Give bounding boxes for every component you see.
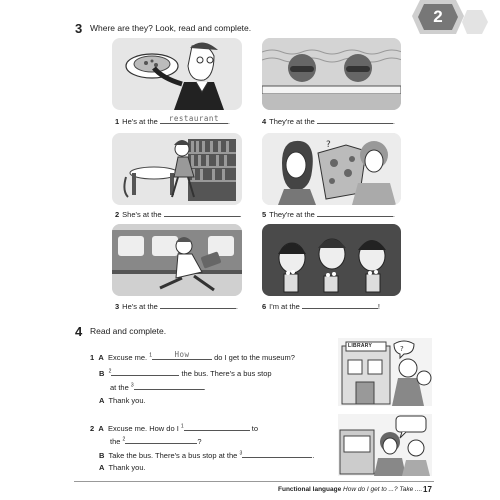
dialogue-text: the bus. There's a bus stop <box>181 369 272 378</box>
gap-number: 3 <box>239 450 243 457</box>
dialogue-1-line-4 <box>99 396 146 405</box>
answer-field[interactable] <box>317 208 393 217</box>
dialogue-text: to <box>251 424 259 433</box>
dialogue-2-line-4 <box>99 463 146 472</box>
item-number: 2 <box>115 210 120 219</box>
speaker: A <box>98 424 104 433</box>
dialogue-number: 1 <box>90 353 95 362</box>
item-number: 1 <box>115 117 120 126</box>
speaker: B <box>99 451 105 460</box>
item-text: They're at the <box>269 117 315 126</box>
item-text: She's at the <box>122 210 162 219</box>
item-number: 6 <box>262 302 267 311</box>
gap-answer: How <box>174 350 190 359</box>
punctuation: . <box>392 117 395 126</box>
exercise-3-number: 3 <box>75 21 83 36</box>
unit-badge <box>412 0 464 40</box>
item-number: 5 <box>262 210 267 219</box>
caption-4 <box>262 115 395 126</box>
answer-field[interactable] <box>160 115 228 124</box>
dialogue-2-line-1 <box>90 422 258 433</box>
speaker: B <box>99 369 105 378</box>
speaker: A <box>99 463 105 472</box>
dialogue-text: Take the bus. There's a bus stop at the <box>108 451 238 460</box>
footer-text <box>278 486 422 493</box>
caption-5 <box>262 208 395 219</box>
answer-text: restaurant <box>168 114 219 123</box>
punctuation: . <box>203 383 206 392</box>
exercise-3-heading: Where are they? Look, read and complete. <box>90 23 252 33</box>
gap-field[interactable] <box>122 435 197 444</box>
library-sign: LIBRARY <box>348 343 373 349</box>
answer-field[interactable] <box>302 300 378 309</box>
item-text: They're at the <box>269 210 315 219</box>
gap-number: 1 <box>180 423 184 430</box>
dialogue-text: the <box>110 437 121 446</box>
dialogue-text: Thank you. <box>108 396 146 405</box>
footer-rule <box>74 481 434 482</box>
dialogue-text: at the <box>110 383 129 392</box>
gap-field[interactable] <box>152 351 212 360</box>
dialogue-text: Excuse me. How do I <box>107 424 179 433</box>
footer-label: Functional language <box>278 486 342 493</box>
item-number: 4 <box>262 117 267 126</box>
dialogue-1-line-1 <box>90 351 295 362</box>
caption-2 <box>115 208 242 219</box>
gap-field[interactable] <box>108 367 179 376</box>
punctuation: ! <box>377 302 380 311</box>
item-number: 3 <box>115 302 120 311</box>
gap-number: 1 <box>149 352 152 359</box>
gap-number: 2 <box>122 436 126 443</box>
dialogue-text: Thank you. <box>108 463 146 472</box>
item-text: He's at the <box>122 302 158 311</box>
punctuation: . <box>227 117 230 126</box>
punctuation: . <box>235 302 238 311</box>
gap-field[interactable] <box>242 449 315 460</box>
dialogue-1-line-2 <box>99 367 272 378</box>
speaker: A <box>99 396 105 405</box>
dialogue-2-line-3 <box>99 449 314 460</box>
punctuation: . <box>312 451 315 460</box>
exercise-4-heading: Read and complete. <box>90 326 167 336</box>
gap-field[interactable] <box>184 422 250 431</box>
picture-clothes-shop <box>262 133 401 205</box>
picture-dialogue-2 <box>338 414 432 476</box>
item-text: I'm at the <box>269 302 300 311</box>
exercise-4-number: 4 <box>75 324 83 339</box>
picture-dialogue-1 <box>338 338 432 406</box>
picture-train-station <box>112 224 242 296</box>
picture-cinema <box>262 224 401 296</box>
answer-field[interactable] <box>317 115 393 124</box>
dialogue-text: do I get to the museum? <box>214 353 295 362</box>
speaker: A <box>98 353 104 362</box>
gap-number: 2 <box>108 368 112 375</box>
dialogue-text: Excuse me. <box>107 353 148 362</box>
caption-3 <box>115 300 238 311</box>
badge-decoration <box>462 8 492 47</box>
punctuation: . <box>392 210 395 219</box>
page-number: 17 <box>423 485 432 494</box>
svg-text:?: ? <box>400 345 404 353</box>
dialogue-number: 2 <box>90 424 95 433</box>
svg-text:?: ? <box>326 140 331 150</box>
footer-italic: How do I get to ...? Take .... <box>343 486 423 493</box>
caption-1 <box>115 115 230 126</box>
dialogue-1-line-3 <box>110 381 206 392</box>
punctuation: ? <box>197 437 202 446</box>
picture-swimming-pool <box>262 38 401 110</box>
item-text: He's at the <box>122 117 158 126</box>
dialogue-2-line-2 <box>110 435 201 446</box>
punctuation: . <box>239 210 242 219</box>
unit-number: 2 <box>433 7 443 26</box>
gap-field[interactable] <box>134 381 204 390</box>
caption-6 <box>262 300 380 311</box>
picture-restaurant <box>112 38 242 110</box>
gap-number: 3 <box>130 382 134 389</box>
answer-field[interactable] <box>164 208 240 217</box>
answer-field[interactable] <box>160 300 236 309</box>
picture-library <box>112 133 242 205</box>
